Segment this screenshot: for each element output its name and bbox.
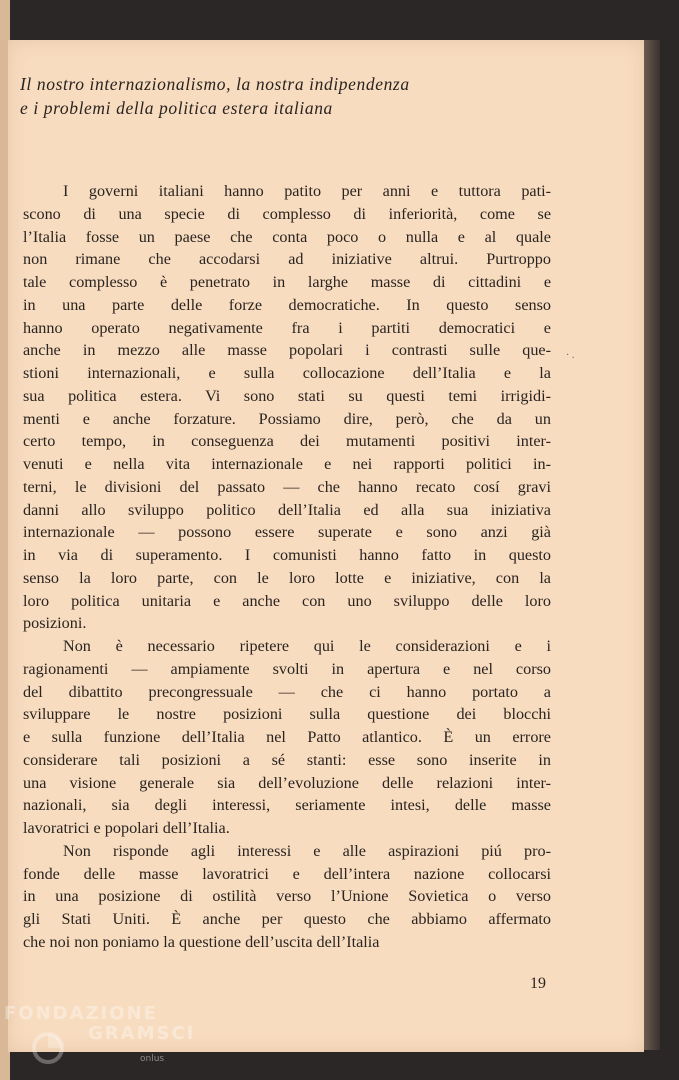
text-line: posizioni.	[23, 614, 87, 633]
text-line: terni, le divisioni del passato — che hanno recato cosí gravi	[23, 477, 551, 496]
text-line: venuti e nella vita internazionale e nei rapporti politici in-	[23, 455, 551, 473]
text-line: scono di una specie di complesso di inferiorità, come se	[23, 204, 551, 223]
text-line: Non è necessario ripetere qui le considerazioni e i	[63, 637, 551, 655]
text-line: ragionamenti — ampiamente svolti in apertura e nel corso	[23, 659, 551, 678]
text-line: gli Stati Uniti. È anche per questo che abbiamo affermato	[23, 910, 551, 928]
text-line: tale complesso è penetrato in larghe masse di cittadini e	[23, 273, 551, 291]
body-text	[23, 180, 551, 954]
text-line: sua politica estera. Vi sono stati su questi temi irrigidi-	[23, 386, 551, 405]
text-line: loro politica unitaria e anche con uno sviluppo delle loro	[23, 591, 551, 610]
text-line: e sulla funzione dell’Italia nel Patto atlantico. È un errore	[23, 728, 551, 746]
text-line: in una parte delle forze democratiche. In questo senso	[23, 295, 551, 314]
margin-mark: · .	[566, 350, 575, 361]
text-line: fonde delle masse lavoratrici e dell’intera nazione collocarsi	[23, 864, 551, 883]
text-line: che noi non poniamo la questione dell’uscita dell’Italia	[23, 932, 380, 951]
text-line: nazionali, sia degli interessi, seriamente intesi, delle masse	[23, 796, 551, 815]
text-line: del dibattito precongressuale — che ci hanno portato a	[23, 682, 551, 701]
text-line: l’Italia fosse un paese che conta poco o nulla e al quale	[23, 227, 551, 246]
heading-line: e i problemi della politica estera italiana	[20, 98, 333, 118]
text-line: una visione generale sia dell’evoluzione delle relazioni inter-	[23, 773, 551, 792]
text-line: sviluppare le nostre posizioni sulla questione dei blocchi	[23, 705, 551, 724]
text-line: danni allo sviluppo politico dell’Italia ed alla sua iniziativa	[23, 500, 551, 519]
text-line: lavoratrici e popolari dell’Italia.	[23, 819, 230, 837]
text-line: Non risponde agli interessi e alle aspirazioni piú pro-	[63, 841, 551, 860]
section-heading	[20, 72, 580, 120]
text-line: menti e anche forzature. Possiamo dire, però, che da un	[23, 409, 551, 428]
page-number: 19	[530, 975, 546, 992]
text-line: non rimane che accodarsi ad iniziative altrui. Purtroppo	[23, 250, 551, 269]
text-line: senso la loro parte, con le loro lotte e iniziative, con la	[23, 568, 551, 587]
watermark-subtitle: onlus	[140, 1054, 165, 1064]
text-line: considerare tali posizioni a sé stanti: esse sono inserite in	[23, 750, 551, 769]
page-edge-shadow	[644, 40, 660, 1050]
text-line: in una posizione di ostilità verso l’Unione Sovietica o verso	[23, 887, 551, 906]
text-line: certo tempo, in conseguenza dei mutamenti positivi inter-	[23, 432, 551, 451]
watermark-logo-icon	[30, 1030, 66, 1066]
text-line: anche in mezzo alle masse popolari i contrasti sulle que-	[23, 341, 551, 360]
watermark-line: GRAMSCI	[88, 1023, 196, 1044]
text-line: I governi italiani hanno patito per anni e tuttora pati-	[63, 182, 551, 200]
text-line: internazionale — possono essere superate e sono anzi già	[23, 523, 551, 542]
heading-line: Il nostro internazionalismo, la nostra indipendenza	[20, 74, 410, 94]
watermark-line: FONDAZIONE	[4, 1003, 158, 1024]
text-line: hanno operato negativamente fra i partiti democratici e	[23, 318, 551, 337]
text-line: in via di superamento. I comunisti hanno fatto in questo	[23, 546, 551, 564]
text-line: stioni internazionali, e sulla collocazione dell’Italia e la	[23, 364, 551, 382]
